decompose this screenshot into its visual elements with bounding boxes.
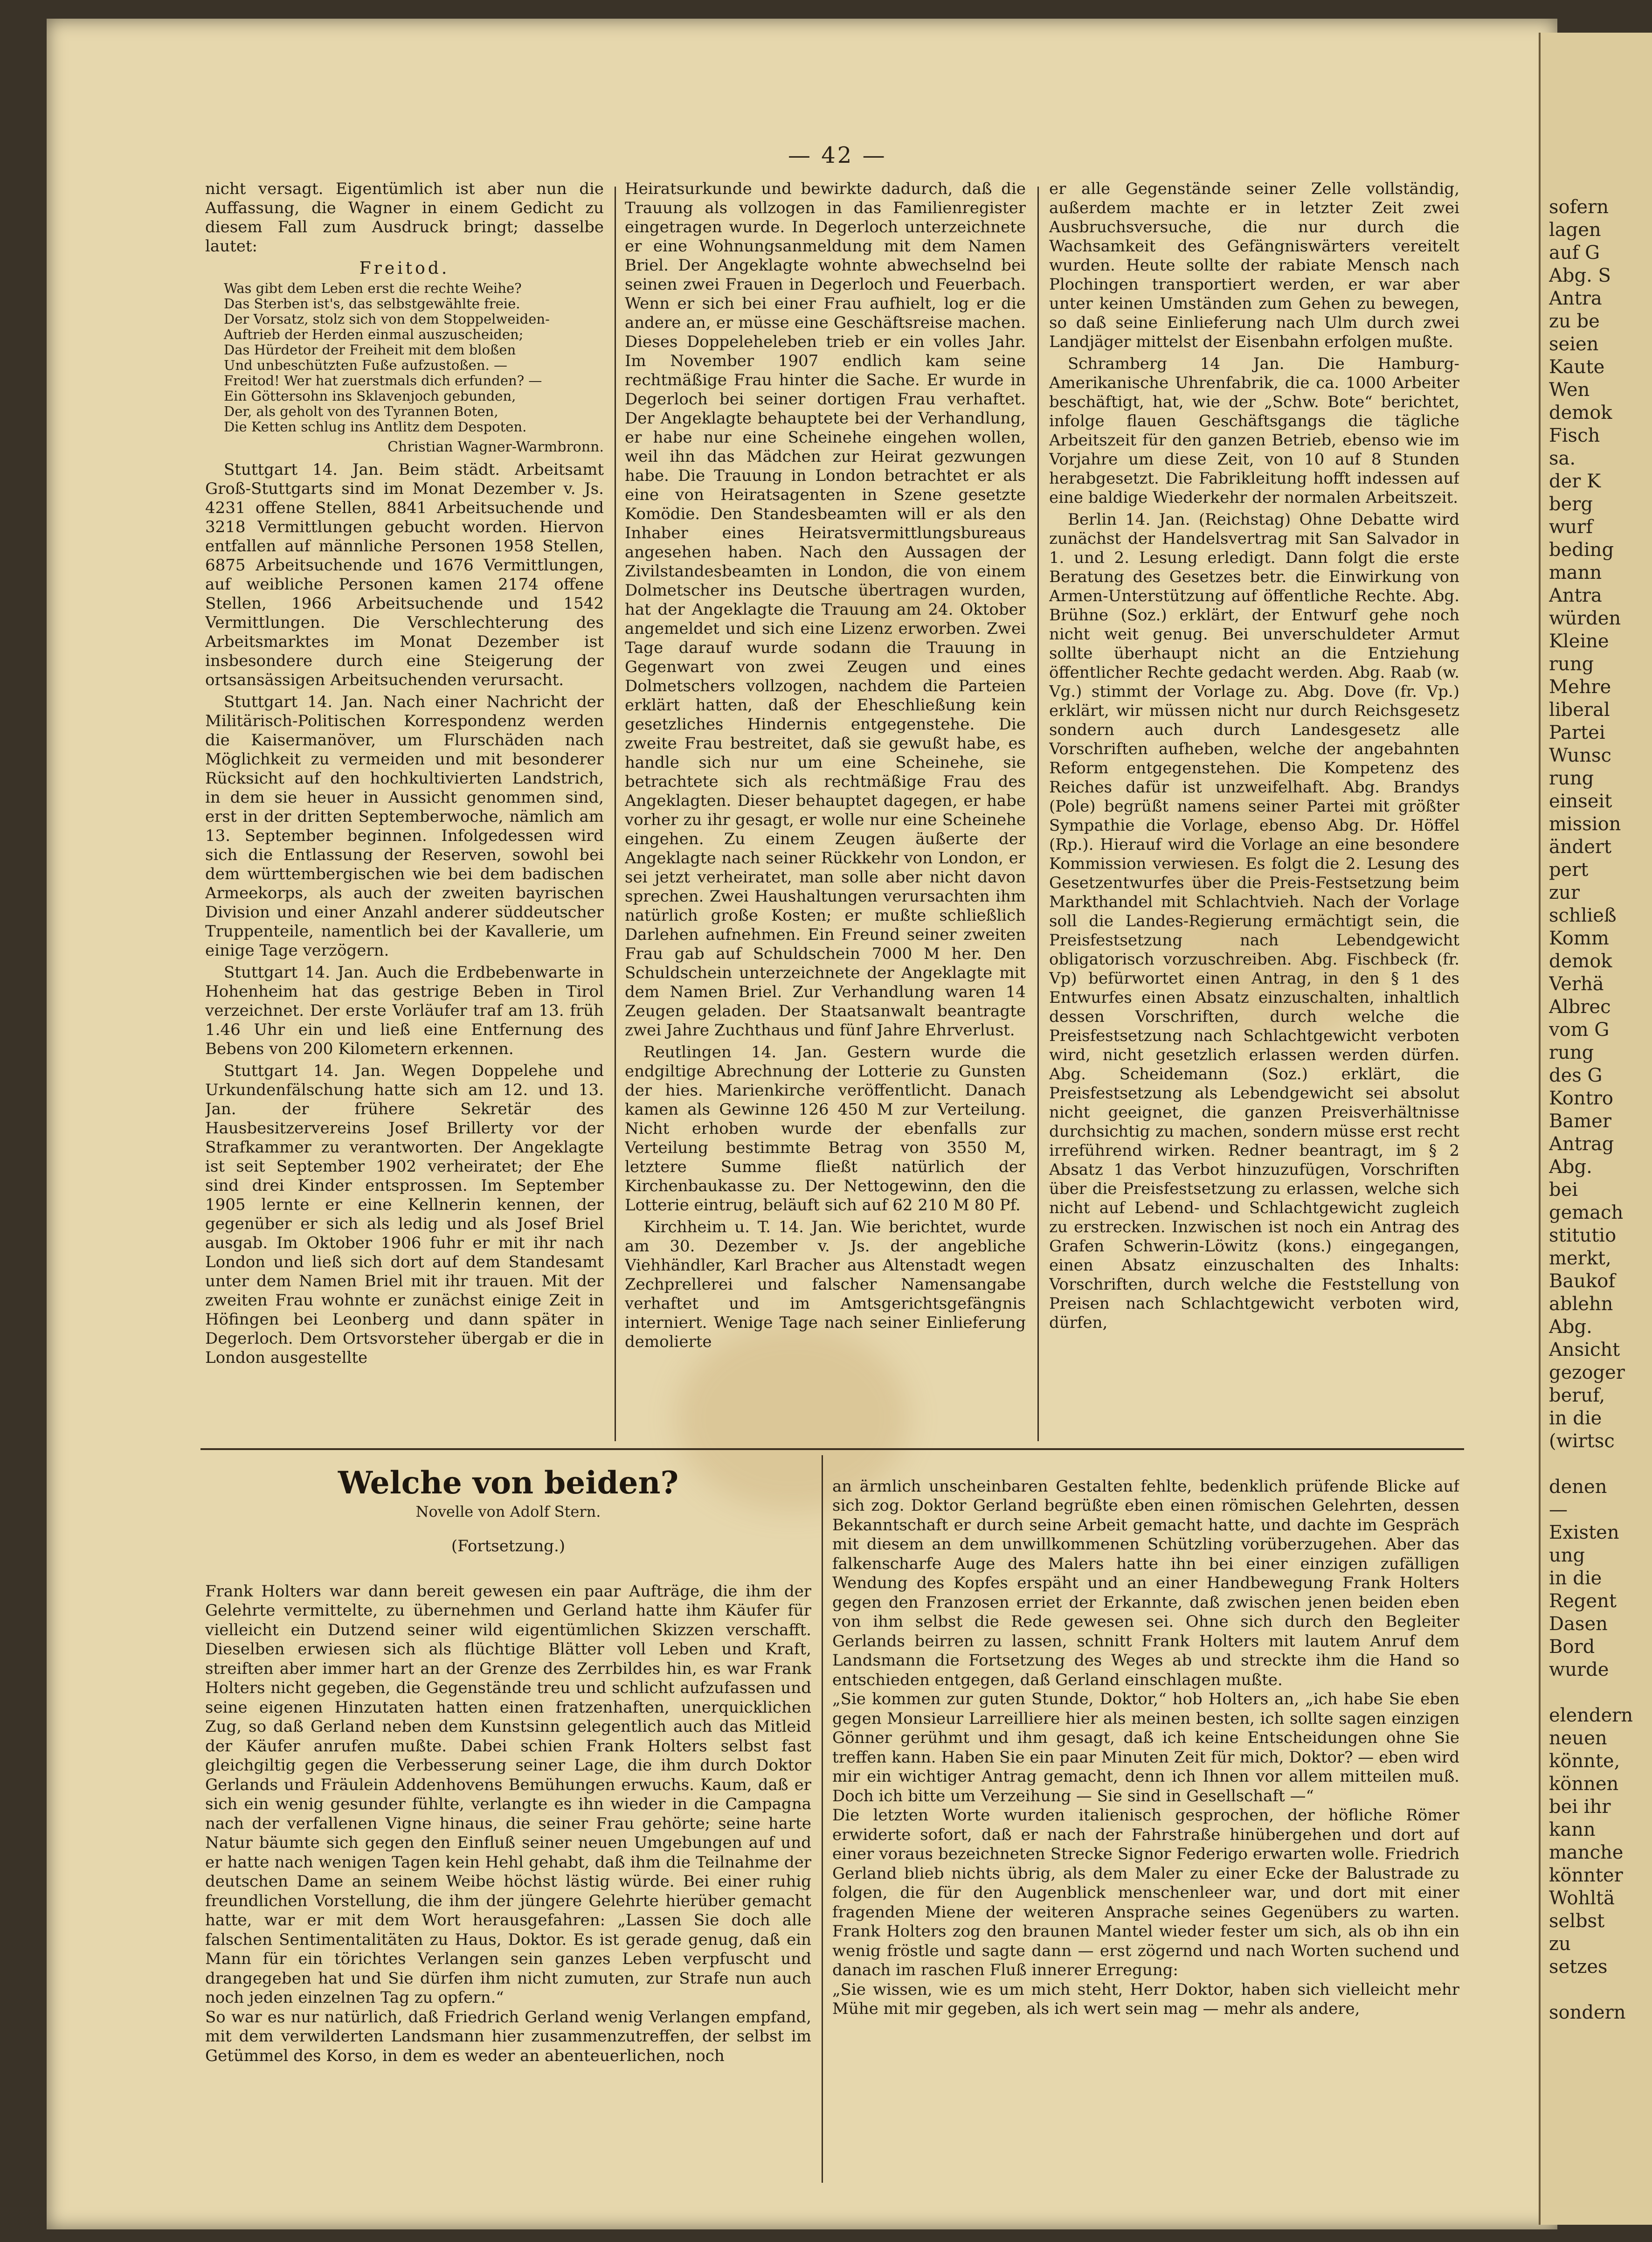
novel-text-left [205, 1562, 811, 2183]
article-berlin-reichstag: Berlin 14. Jan. (Reichstag) Ohne Debatte wird zunächst der Handelsvertrag mit San Salvador in 1. und 2. Lesung erledigt. Dann folgt die erste Beratung des Gesetzes betr. die Einwirkung von Armen-Unterstützung auf öffentliche Rechte. Abg. Brühne (Soz.) erklärt, der Entwurf gehe noch nicht weit genug. Bei unverschuldeter Armut sollte überhaupt nicht an die Entziehung öffentlicher Rechte gedacht werden. Abg. Raab (w. Vg.) stimmt der Vorlage zu. Abg. Dove (fr. Vp.) erklärt, wir müssen nicht nur durch Reichsgesetz sondern auch durch Landesgesetz alle Vorschriften aufheben, welche der angebahnten Reform entgegenstehen. Die Kompetenz des Reiches dafür ist unzweifelhaft. Abg. Brandys (Pole) begrüßt namens seiner Partei mit größter Sympathie die Vorlage, ebenso Abg. Dr. Höffel (Rp.). Hierauf wird die Vorlage an eine besondere Kommission verwiesen. Es folgt die 2. Lesung des Gesetzentwurfes über die Preis-Festsetzung beim Markthandel mit Schlachtvieh. Nach der Vorlage soll die Landes-Regierung ermächtigt sein, die Preisfestsetzung nach Lebendgewicht obligatorisch vorzuschreiben. Abg. Fischbeck (fr. Vp) befürwortet einen Antrag, in den § 1 des Entwurfes einen Absatz einzuschalten, inhaltlich dessen Vorschriften, durch welche die Preisfestsetzung nach Schlachtgewicht verboten wird, nicht gesetzlich erlassen werden dürfen. Abg. Scheidemann (Soz.) erklärt, die Preisfestsetzung als Lebendgewicht sei absolut nicht geeignet, die ganzen Preisverhältnisse durchsichtig zu machen, sondern müsse erst recht irreführend wirken. Redner beantragt, im § 2 Absatz 1 das Verbot hinzuzufügen, Vorschriften über die Preisfestsetzung zu erlassen, welche sich nicht auf Lebend- und Schlachtgewicht zugleich zu erstrecken. Inzwischen ist noch ein Antrag des Grafen Schwerin-Löwitz (kons.) eingegangen, einen Absatz einzuschalten des Inhalts: Vorschriften, durch welche die Feststellung von Preisen nach Schlachtgewicht verboten wird, dürfen, [1049, 510, 1459, 1332]
novel-right-text: an ärmlich unscheinbaren Gestalten fehlte, bedenklich prüfende Blicke auf sich zog. Doktor Gerland begrüßte eben einen römischen Gelehrten, dessen Bekanntschaft er durch seine Arbeit gemacht hatte, und dachte im Gespräch mit diesem an dem unwillkommenen Schützling vorüberzugehen. Aber das falkenscharfe Auge des Malers hatte ihn bei einer einzigen zufälligen Wendung des Kopfes erspäht und an einer Handbewegung Frank Holters gegen den Franzosen erriet der Erkannte, daß zwischen jenen beiden eben von ihm selbst die Rede gewesen sei. Ohne sich durch den Begleiter Gerlands beirren zu lassen, schnitt Frank Holters mit lautem Anruf dem Landsmann die Fortsetzung des Weges ab und streckte ihm die Hand so entschieden entgegen, daß Gerland einschlagen mußte. „Sie kommen zur guten Stunde, Doktor,“ hob Holters an, „ich habe Sie eben gegen Monsieur Larreilliere hier als meinen besten, ich sollte sagen einzigen Gönner gerühmt und ihm gesagt, daß ich keine Entscheidungen ohne Sie treffen kann. Haben Sie ein paar Minuten Zeit für mich, Doktor? — eben wird mir ein wichtiger Antrag gemacht, denn ich Ihnen vor allem mitteilen muß. Doch ich bitte um Verzeihung — Sie sind in Gesellschaft —“ Die letzten Worte wurden italienisch gesprochen, der höfliche Römer erwiderte sofort, daß er nach der Fahrstraße hinübergehen und dort auf einer voraus bezeichneten Strecke Signor Federigo erwarten wolle. Friedrich Gerland blieb nichts übrig, als dem Maler zu einer Ecke der Balustrade zu folgen, die für den Augenblick menschenleer war, und dort mit einer fragenden Miene der weiteren Ansprache seines Gegenübers zu warten. Frank Holters zog den braunen Mantel wieder fester um sich, als ob ihn ein wenig fröstle und sagte dann — erst zögernd und nach Worten suchend und danach im raschen Fluß innerer Erregung: „Sie wissen, wie es um mich steht, Herr Doktor, haben sich vielleicht mehr Mühe mit mir gegeben, als ich wert sein mag — mehr als andere, [832, 1477, 1459, 2018]
novel-title: Welche von beiden? [338, 1465, 679, 1501]
column-divider [615, 187, 616, 1441]
article-stuttgart-arbeitsamt: Stuttgart 14. Jan. Beim städt. Arbeitsamt Groß-Stuttgarts sind im Monat Dezember v. Js. 4231 offene Stellen, 8841 Arbeitsuchende und 3218 Vermittlungen gebucht worden. Hiervon entfallen auf männliche Personen 1958 Stellen, 6875 Arbeitsuchende und 1676 Vermittlungen, auf weibliche Personen kamen 2174 offene Stellen, 1966 Arbeitsuchende und 1542 Vermittlungen. Die Verschlechterung des Arbeitsmarktes im Monat Dezember ist insbesondere durch eine Steigerung der ortsansässigen Arbeitsuchenden verursacht. [205, 460, 604, 689]
article-kirchheim-continued: er alle Gegenstände seiner Zelle vollständig, außerdem machte er in letzter Zeit zwei Ausbruchsversuche, die nur durch die Wachsamkeit des Gefängniswärters vereitelt wurden. Heute sollte der rabiate Mensch nach Plochingen transportiert werden, er war aber unter keinen Umständen zum Gehen zu bewegen, so daß seine Einlieferung nach Ulm durch zwei Landjäger mittelst der Eisenbahn erfolgen mußte. [1049, 180, 1459, 351]
novel-continuation: (Fortsetzung.) [451, 1537, 566, 1555]
novel-column-divider [822, 1455, 823, 2183]
poem-author: Christian Wagner-Warmbronn. [387, 439, 604, 455]
adjacent-page-text: sofern lagen auf G Abg. S Antra zu be seien Kaute Wen demok Fisch sa. der K berg wurf beding mann Antra würden Kleine rung Mehre liberal Partei Wunsc rung einseit mission ändert pert zur schließ Komm demok Verhä Albrec vom G rung des G Kontro Bamer Antrag Abg. bei gemach stitutio merkt, Baukof ablehn Abg. Ansicht gezoger beruf, in die (wirtsc denen — Existen ung in die Regent Dasen Bord wurde elendern neuen könnte, können bei ihr kann manche könnter Wohltä selbst zu setzes sondern [1549, 196, 1633, 2023]
column-3 [1049, 180, 1459, 1444]
adjacent-page-edge [1539, 33, 1652, 2225]
article-stuttgart-doppelehe: Stuttgart 14. Jan. Wegen Doppelehe und Urkundenfälschung hatte sich am 12. und 13. Jan. der frühere Sekretär des Hausbesitzervereins Josef Brillerty vor der Strafkammer zu verantworten. Der Angeklagte ist seit September 1902 verheiratet; der Ehe sind drei Kinder entsprossen. Im September 1905 lernte er eine Kellnerin kennen, der gegenüber er sich als ledig und als Josef Briel ausgab. Im Oktober 1906 fuhr er mit ihr nach London und ließ sich dort auf dem Standesamt unter dem Namen Briel mit ihr trauen. Mit der zweiten Frau wohnte er zunächst einige Zeit in Höfingen bei Leonberg und dann später in Degerloch. Dem Ortsvorsteher übergab er die in London ausgestellte [205, 1062, 604, 1367]
article-doppelehe-continued: Heiratsurkunde und bewirkte dadurch, daß die Trauung als vollzogen in das Familienregister eingetragen wurde. In Degerloch unterzeichnete er eine Wohnungsanmeldung mit dem Namen Briel. Der Angeklagte wohnte abwechselnd bei seinen zwei Frauen in Degerloch und Feuerbach. Wenn er sich bei einer Frau aufhielt, log er die andere an, er müsse eine Geschäftsreise machen. Dieses Doppeleheleben trieb er ein volles Jahr. Im November 1907 endlich kam seine rechtmäßige Frau hinter die Sache. Er wurde in Degerloch bei seiner dortigen Frau verhaftet. Der Angeklagte behauptete bei der Verhandlung, er habe nur eine Scheinehe eingehen wollen, weil ihn das Mädchen zur Heirat gezwungen habe. Die Trauung in London betrachtet er als eine von Heiratsagenten in Szene gesetzte Komödie. Den Standesbeamten will er als den Inhaber eines Heiratsvermittlungsbureaus angesehen haben. Nach den Aussagen der Zivilstandesbeamten in London, die von einem Dolmetscher ins Deutsche übertragen wurden, hat der Angeklagte die Trauung am 24. Oktober angemeldet und sich eine Lizenz erworben. Zwei Tage darauf wurde sodann die Trauung in Gegenwart von zwei Zeugen und eines Dolmetschers vollzogen, nachdem die Parteien erklärt hatten, daß der Eheschließung kein gesetzliches Hindernis entgegenstehe. Die zweite Frau bestreitet, daß sie gewußt habe, es handle sich nur um eine Scheinehe, sie betrachtete sich als rechtmäßige Frau des Angeklagten. Dieser behauptet dagegen, er habe vorher zu ihr gesagt, er wolle nur eine Scheinehe eingehen. Zu einem Zeugen äußerte der Angeklagte nach seiner Rückkehr von London, er sei jetzt verheiratet, man solle aber nicht davon sprechen. Zwei Haushaltungen verursachten ihm natürlich große Kosten; er mußte schließlich Darlehen aufnehmen. Ein Freund seiner zweiten Frau gab auf Schuldschein 7000 M her. Den Schuldschein unterzeichnete der Angeklagte mit dem Namen Briel. Zur Verhandlung waren 14 Zeugen geladen. Der Staatsanwalt beantragte zwei Jahre Zuchthaus und fünf Jahre Ehrverlust. [625, 180, 1026, 1040]
feuilleton-divider [200, 1448, 1464, 1450]
article-schramberg-uhrenfabrik: Schramberg 14 Jan. Die Hamburg-Amerikanische Uhrenfabrik, die ca. 1000 Arbeiter beschäftigt, hat, wie der „Schw. Bote“ berichtet, infolge flauen Geschäftsgangs die tägliche Arbeitszeit für den ganzen Betrieb, ebenso wie im Vorjahre um diese Zeit, von 10 auf 8 Stunden herabgesetzt. Die Fabrikleitung hofft indessen auf eine baldige Wiederkehr der normalen Arbeitszeit. [1049, 354, 1459, 507]
novel-subtitle: Novelle von Adolf Stern. [415, 1503, 601, 1520]
column-2 [625, 180, 1026, 1444]
novel-text-right [832, 1458, 1459, 2183]
article-stuttgart-erdbeben: Stuttgart 14. Jan. Auch die Erdbebenwarte in Hohenheim hat das gestrige Beben in Tirol verzeichnet. Der erste Vorläufer traf am 13. früh 1.46 Uhr ein und ließ eine Entfernung des Bebens von 200 Kilometern erkennen. [205, 963, 604, 1058]
novel-left-text: Frank Holters war dann bereit gewesen ein paar Aufträge, die ihm der Gelehrte vermittelte, zu übernehmen und Gerland hatte ihm Käufer für vielleicht ein Dutzend seiner wild eigentümlichen Skizzen verschafft. Dieselben erwiesen sich als flüchtige Blätter voll Leben und Kraft, streiften aber immer hart an der Grenze des Zerrbildes hin, es war Frank Holters nicht gegeben, die Gegenstände treu und schlicht aufzufassen und seine eigenen Hinzutaten hatten einen fratzenhaften, unerquicklichen Zug, so daß Gerland neben dem Kunstsinn gelegentlich auch das Mitleid der Käufer anrufen mußte. Dabei schien Frank Holters selbst fast gleichgiltig gegen die Verbesserung seiner Lage, die ihm durch Doktor Gerlands und Fräulein Addenhovens Bemühungen erwuchs. Kaum, daß er sich ein wenig gesunder fühlte, verlangte es ihn wieder in die Campagna nach der verfallenen Vigne hinaus, die seiner Frau gehörte; seine harte Natur bäumte sich gegen den Einfluß seiner neuen Umgebungen auf und er hatte nach wenigen Tagen kein Hehl gehabt, daß ihm die Teilnahme der deutschen Dame an seinem Weibe höchst lästig würde. Bei einer ruhig freundlichen Vorstellung, die ihm der jüngere Gelehrte hierüber gemacht hatte, war er mit dem Wort herausgefahren: „Lassen Sie doch alle falschen Sentimentalitäten zu Haus, Doktor. Es ist gerade genug, daß ein Mann für ein törichtes Verlangen sein ganzes Leben verpfuscht und drangegeben hat und Sie dürfen ihm nicht zumuten, zur Strafe nun auch noch jeden einzelnen Tag zu opfern.“ So war es nur natürlich, daß Friedrich Gerland wenig Verlangen empfand, mit dem verwilderten Landsmann hier zusammenzutreffen, der selbst im Getümmel des Korso, in dem es weder an abenteuerlichen, noch [205, 1582, 811, 2065]
article-stuttgart-kaisermanoever: Stuttgart 14. Jan. Nach einer Nachricht der Militärisch-Politischen Korrespondenz werden die Kaisermanöver, um Flurschäden nach Möglichkeit zu vermeiden und mit besonderer Rücksicht auf den hochkultivierten Landstrich, in dem sie heuer in Aussicht genommen sind, erst in der dritten Septemberwoche, nämlich am 13. September beginnen. Infolgedessen wird sich die Entlassung der Reserven, sowohl bei dem württembergischen wie bei dem badischen Armeekorps, als auch der zweiten bayrischen Division und einer Anzahl anderer süddeutscher Truppenteile, namentlich bei der Kavallerie, um einige Tage verzögern. [205, 693, 604, 960]
article-kirchheim-bracher: Kirchheim u. T. 14. Jan. Wie berichtet, wurde am 30. Dezember v. Js. der angebliche Viehhändler, Karl Bracher aus Altenstadt wegen Zechprellerei und falscher Namensangabe verhaftet und im Amtsgerichtsgefängnis interniert. Wenige Tage nach seiner Einlieferung demolierte [625, 1218, 1026, 1351]
poem-body: Was gibt dem Leben erst die rechte Weihe? Das Sterben ist's, das selbstgewählte freie. Der Vorsatz, stolz sich von dem Stoppelweiden- Auftrieb der Herden einmal auszuscheiden; Das Hürdetor der Freiheit mit dem bloßen Und unbeschützten Fuße aufzustoßen. — Freitod! Wer hat zuerstmals dich erfunden? — Ein Göttersohn ins Sklavenjoch gebunden, Der, als geholt von des Tyrannen Boten, Die Ketten schlug ins Antlitz dem Despoten. [224, 280, 550, 435]
column-divider [1037, 187, 1039, 1441]
column-1 [205, 180, 604, 1444]
poem-title: Freitod. [359, 259, 450, 278]
col1-intro: nicht versagt. Eigentümlich ist aber nun die Auffassung, die Wagner in einem Gedicht zu diesem Fall zum Ausdruck bringt; dasselbe lautet: [205, 180, 604, 256]
page-number: — 42 — [788, 142, 887, 168]
article-reutlingen-lotterie: Reutlingen 14. Jan. Gestern wurde die endgiltige Abrechnung der Lotterie zu Gunsten der hies. Marienkirche veröffentlicht. Danach kamen als Gewinne 126 450 M zur Verteilung. Nicht erhoben wurde der ebenfalls zur Verteilung bestimmte Betrag von 3550 M, letztere Summe fließt natürlich der Kirchenbaukasse zu. Der Nettogewinn, den die Lotterie eintrug, beläuft sich auf 62 210 M 80 Pf. [625, 1043, 1026, 1215]
